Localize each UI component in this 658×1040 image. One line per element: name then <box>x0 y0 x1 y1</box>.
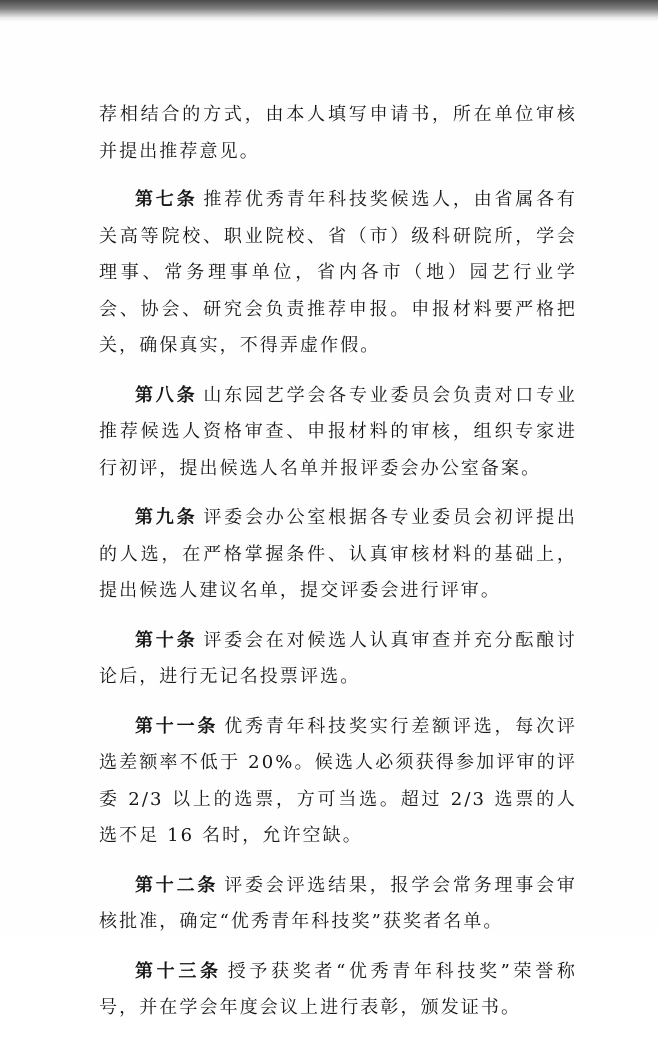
paragraph-text: 授予获奖者“优秀青年科技奖”荣誉称号，并在学会年度会议上进行表彰，颁发证书。 <box>99 960 577 1018</box>
clause-number: 第八条 <box>135 384 198 406</box>
paragraph-article-7 <box>99 182 577 365</box>
scan-top-shadow <box>0 0 658 22</box>
paragraph-text: 山东园艺学会各专业委员会负责对口专业推荐候选人资格审查、申报材料的审核，组织专家进行初评，提出候选人名单并报评委会办公室备案。 <box>99 384 577 479</box>
clause-number: 第九条 <box>135 507 198 528</box>
paragraph-text: 推荐优秀青年科技奖候选人，由省属各有关高等院校、职业院校、省（市）级科研院所，学会理事、常务理事单位，省内各市（地）园艺行业学会、协会、研究会负责推荐申报。申报材料要严格把关，确保真实，不得弄虚作假。 <box>99 189 577 356</box>
paragraph-article-11 <box>99 709 577 855</box>
paragraph-text: 评委会办公室根据各专业委员会初评提出的人选，在严格掌握条件、认真审核材料的基础上，提出候选人建议名单，提交评委会进行评审。 <box>99 507 577 601</box>
clause-number: 第十三条 <box>135 960 222 982</box>
clause-number: 第十二条 <box>135 874 219 896</box>
paragraph-intro <box>99 97 577 170</box>
paragraph-article-9 <box>99 500 577 610</box>
paragraph-text: 荐相结合的方式，由本人填写申请书，所在单位审核并提出推荐意见。 <box>99 104 577 162</box>
paragraph-text: 评委会评选结果，报学会常务理事会审核批准，确定“优秀青年科技奖”获奖者名单。 <box>99 874 577 932</box>
clause-number: 第十条 <box>135 629 198 651</box>
paragraph-text: 优秀青年科技奖实行差额评选，每次评选差额率不低于 20%。候选人必须获得参加评审的评委 2/3 以上的选票，方可当选。超过 2/3 选票的人选不足 16 名时，允许空缺。 <box>99 715 577 846</box>
paragraph-article-8 <box>99 378 577 488</box>
clause-number: 第十一条 <box>135 715 219 737</box>
paragraph-article-12 <box>99 868 577 941</box>
paragraph-text: 评委会在对候选人认真审查并充分酝酿讨论后，进行无记名投票评选。 <box>99 629 577 687</box>
clause-number: 第七条 <box>135 189 198 210</box>
paragraph-article-10 <box>99 623 577 696</box>
document-body <box>99 97 577 1040</box>
paragraph-article-13 <box>99 954 577 1027</box>
